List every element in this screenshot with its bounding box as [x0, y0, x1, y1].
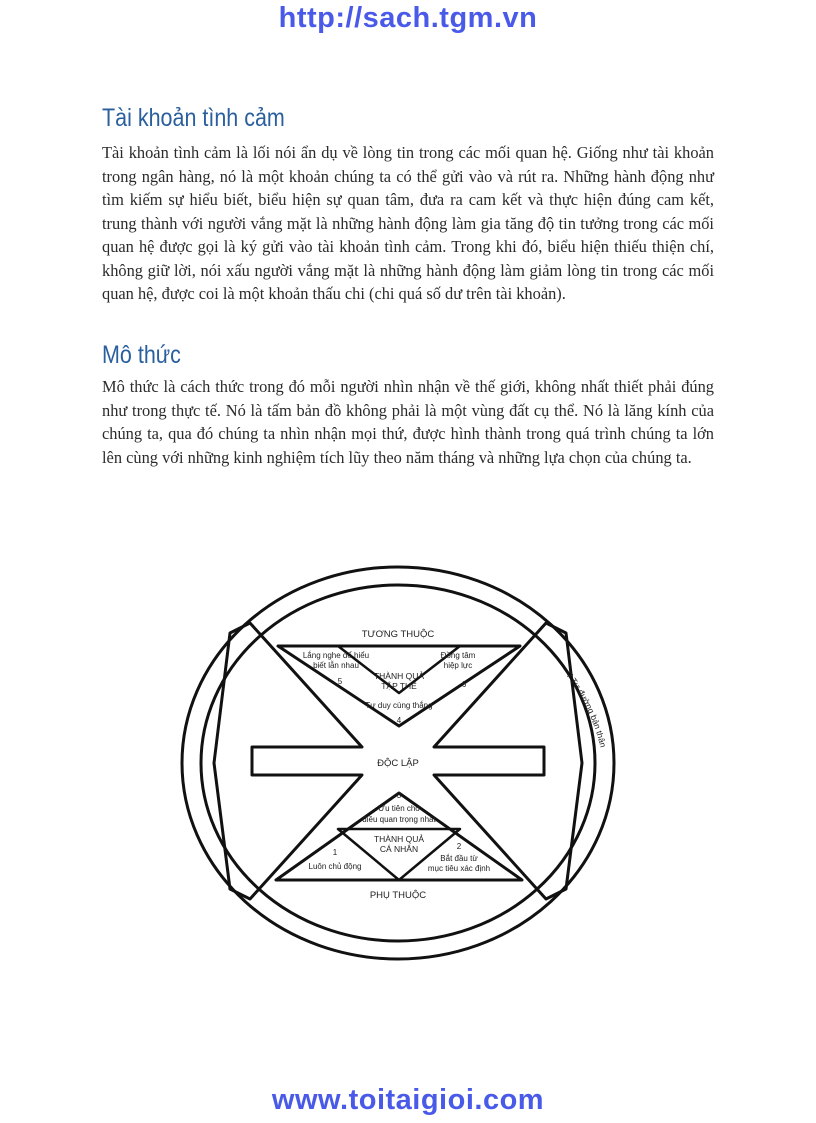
footer-url[interactable]: www.toitaigioi.com — [271, 1084, 545, 1116]
label-public-victory-2: TẬP THỂ — [381, 681, 417, 691]
habit-3-number: 3 — [396, 791, 402, 800]
habit-7-text: 7 Tự đường bản thân — [564, 670, 609, 749]
habit-5-line-1: Lắng nghe để hiểu — [302, 651, 370, 660]
habit-3-line-1: Ưu tiên cho — [378, 804, 420, 813]
label-dependence: PHỤ THUỘC — [369, 890, 427, 901]
habit-1-number: 1 — [332, 848, 338, 857]
habit-2-line-1: Bắt đầu từ — [440, 854, 478, 863]
section-heading-emotional-account: Tài khoản tình cảm — [102, 104, 285, 132]
habit-6-line-1: Đồng tâm — [440, 651, 476, 660]
habit-1-line-1: Luôn chủ động — [308, 862, 362, 871]
section-heading-paradigm: Mô thức — [102, 341, 181, 369]
paragraph-emotional-account: Tài khoản tình cảm là lối nói ẩn dụ về lòng tin trong các mối quan hệ. Giống như tài khoản trong ngân hàng, nó là một khoản chúng ta có thể gửi vào và rút ra. Những hành động như tìm kiếm sự hiểu biết, biểu hiện sự quan tâm, đưa ra cam kết và thực hiện đúng cam kết, trung thành với người vắng mặt là những hành động làm gia tăng độ tin tưởng trong các mối quan hệ được gọi là ký gửi vào tài khoản tình cảm. Trong khi đó, biểu hiện thiếu thiện chí, không giữ lời, nói xấu người vắng mặt là những hành động làm giảm lòng tin trong các mối quan hệ, được coi là một khoản thấu chi (chi quá số dư trên tài khoản). — [102, 143, 714, 303]
seven-habits-diagram — [178, 565, 618, 965]
habit-6-line-2: hiệp lực — [443, 661, 473, 670]
habit-4-line-1: Tư duy cùng thắng — [365, 701, 433, 710]
label-private-victory-2: CÁ NHÂN — [379, 844, 419, 854]
habit-4-number: 4 — [396, 716, 402, 725]
habit-5-number: 5 — [337, 677, 343, 686]
label-interdependence: TƯƠNG THUỘC — [361, 629, 435, 640]
habit-2-number: 2 — [456, 842, 462, 851]
label-independence: ĐỘC LẬP — [377, 758, 419, 769]
habit-2-line-2: mục tiêu xác định — [427, 864, 491, 873]
paragraph-paradigm: Mô thức là cách thức trong đó mỗi người nhìn nhận về thế giới, không nhất thiết phải đúng như trong thực tế. Nó là tấm bản đồ không phải là một vùng đất cụ thể. Nó là lăng kính của chúng ta, qua đó chúng ta nhìn nhận mọi thứ, được hình thành trong quá trình chúng ta lớn lên cùng với những kinh nghiệm tích lũy theo năm tháng và những lựa chọn của chúng ta. — [102, 377, 714, 467]
habit-6-number: 6 — [461, 680, 467, 689]
label-public-victory-1: THÀNH QUẢ — [373, 671, 425, 681]
label-private-victory-1: THÀNH QUẢ — [373, 834, 425, 844]
habit-5-line-2: biết lẫn nhau — [313, 661, 359, 670]
label-habit-7 — [564, 670, 608, 748]
habit-3-line-2: điều quan trọng nhất — [362, 815, 436, 824]
header-url[interactable]: http://sach.tgm.vn — [278, 2, 538, 34]
